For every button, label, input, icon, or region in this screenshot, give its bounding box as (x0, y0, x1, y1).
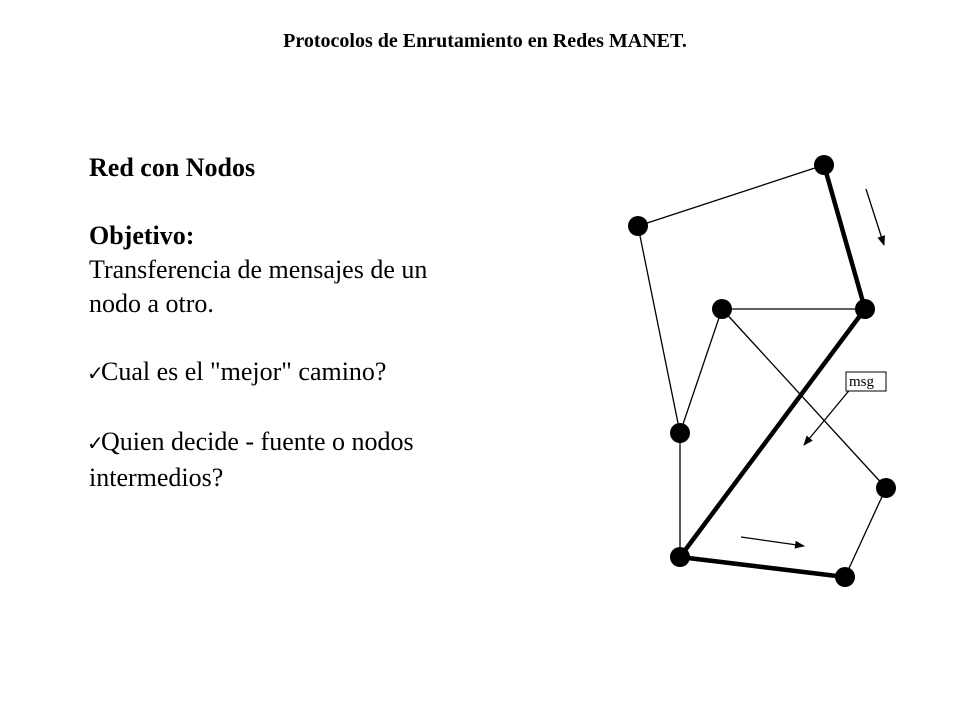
node-e (670, 423, 690, 443)
node-g (876, 478, 896, 498)
objective-label: Objetivo: (89, 221, 195, 250)
network-diagram (600, 140, 920, 610)
objective-line-1: Transferencia de mensajes de un (89, 255, 428, 284)
link-e-c (680, 309, 722, 433)
direction-arrows (741, 189, 884, 546)
node-f (670, 547, 690, 567)
link-b-a (638, 165, 824, 226)
msg-label: msg (849, 374, 875, 390)
arrow-down-icon (866, 189, 884, 245)
slide-title: Protocolos de Enrutamiento en Redes MANET. (283, 30, 687, 52)
node-b (628, 216, 648, 236)
arrow-diagonal-icon (804, 387, 852, 445)
checkmark-icon: ✓ (87, 433, 104, 455)
bullet-who-decides-line-2: intermedios? (89, 463, 224, 492)
node-a (814, 155, 834, 175)
node-c (712, 299, 732, 319)
text-block (89, 151, 529, 495)
objective-line-2: nodo a otro. (89, 289, 214, 318)
heading: Red con Nodos (89, 153, 256, 182)
bullet-best-path (89, 355, 529, 391)
node-d (855, 299, 875, 319)
link-g-h (845, 488, 886, 577)
node-h (835, 567, 855, 587)
route-path (680, 165, 865, 577)
arrow-right-icon (741, 537, 804, 546)
bullet-who-decides (89, 425, 529, 461)
bullet-who-decides-text: Quien decide - fuente o nodos (101, 427, 414, 456)
checkmark-icon: ✓ (87, 363, 104, 385)
thin-links (638, 165, 886, 577)
link-b-e (638, 226, 680, 433)
link-c-g (722, 309, 886, 488)
bullet-best-path-text: Cual es el "mejor" camino? (101, 357, 387, 386)
nodes (628, 155, 896, 587)
